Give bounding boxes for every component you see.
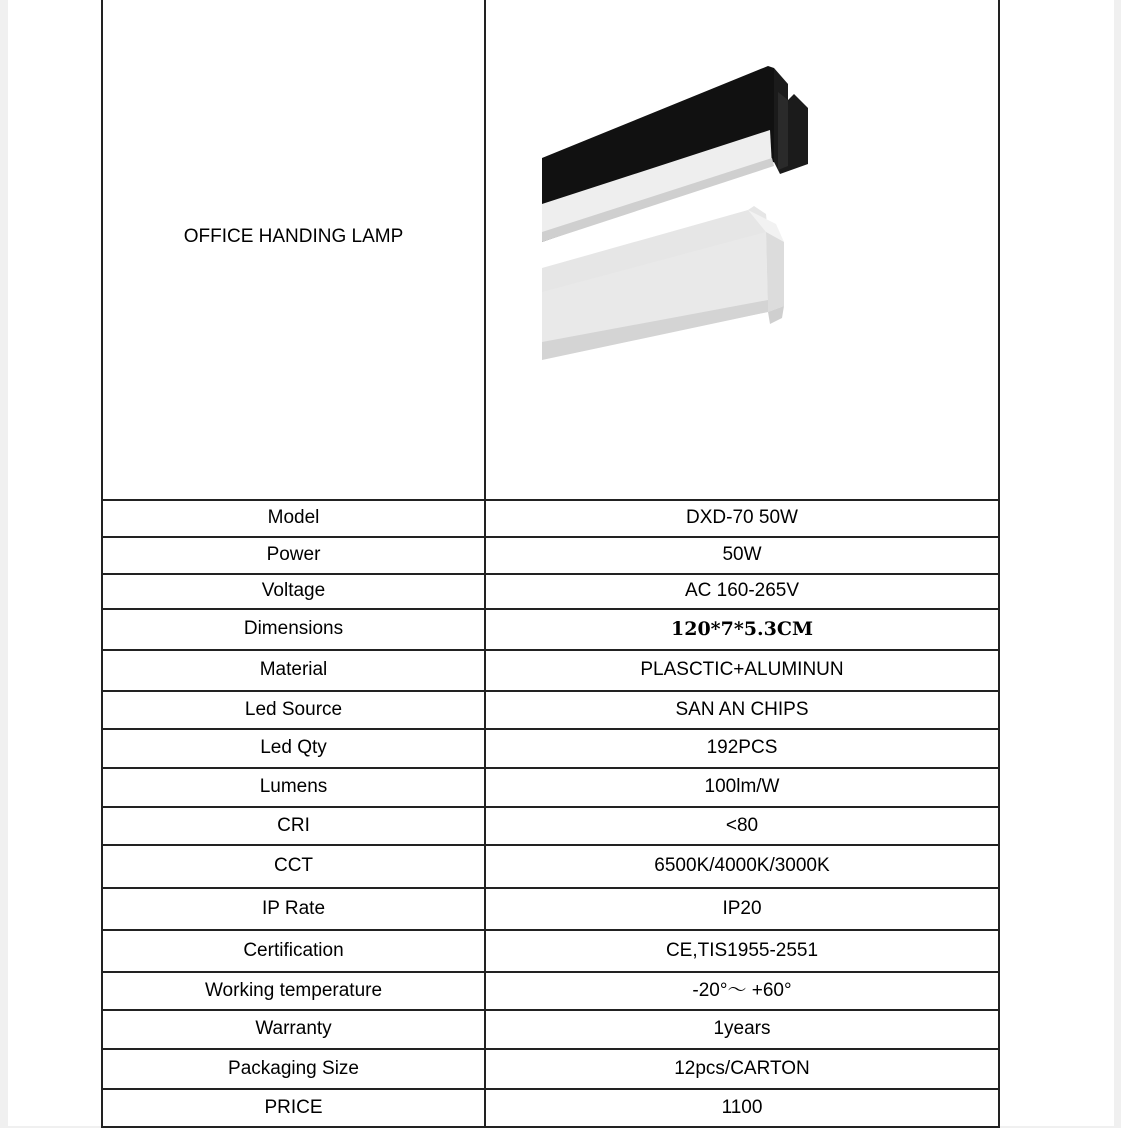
spec-label: Certification bbox=[102, 930, 485, 972]
spec-value: -20°～ +60° bbox=[485, 972, 999, 1010]
product-row bbox=[102, 0, 999, 500]
spec-value: 6500K/4000K/3000K bbox=[485, 845, 999, 888]
table-row bbox=[102, 972, 999, 1010]
spec-label: Led Source bbox=[102, 691, 485, 729]
spec-label: CCT bbox=[102, 845, 485, 888]
spec-label: Voltage bbox=[102, 574, 485, 609]
table-row bbox=[102, 650, 999, 691]
spec-label: Warranty bbox=[102, 1010, 485, 1049]
table-row bbox=[102, 729, 999, 768]
spec-value: CE,TIS1955-2551 bbox=[485, 930, 999, 972]
spec-value: PLASCTIC+ALUMINUN bbox=[485, 650, 999, 691]
table-row bbox=[102, 691, 999, 729]
spec-value: 50W bbox=[485, 537, 999, 574]
table-row bbox=[102, 768, 999, 807]
spec-label: Working temperature bbox=[102, 972, 485, 1010]
table-row bbox=[102, 574, 999, 609]
table-row bbox=[102, 1089, 999, 1127]
product-name-cell bbox=[102, 0, 485, 500]
product-image-cell bbox=[485, 0, 999, 500]
table-row bbox=[102, 609, 999, 650]
spec-value: IP20 bbox=[485, 888, 999, 930]
document-page bbox=[8, 0, 1114, 1126]
spec-label: IP Rate bbox=[102, 888, 485, 930]
black-lamp-bar bbox=[542, 66, 808, 242]
spec-value: 1100 bbox=[485, 1089, 999, 1127]
table-row bbox=[102, 537, 999, 574]
product-image bbox=[542, 62, 822, 372]
spec-label: Dimensions bbox=[102, 609, 485, 650]
table-row bbox=[102, 1010, 999, 1049]
spec-value: 192PCS bbox=[485, 729, 999, 768]
table-row bbox=[102, 930, 999, 972]
spec-label: Model bbox=[102, 500, 485, 537]
spec-value: DXD-70 50W bbox=[485, 500, 999, 537]
spec-label: Power bbox=[102, 537, 485, 574]
spec-value: <80 bbox=[485, 807, 999, 845]
spec-table bbox=[101, 0, 1000, 1128]
spec-value: SAN AN CHIPS bbox=[485, 691, 999, 729]
spec-value: 12pcs/CARTON bbox=[485, 1049, 999, 1089]
spec-label: Lumens bbox=[102, 768, 485, 807]
table-row bbox=[102, 1049, 999, 1089]
table-row bbox=[102, 888, 999, 930]
spec-label: Led Qty bbox=[102, 729, 485, 768]
spec-value: 120*7*5.3CM bbox=[485, 609, 999, 650]
spec-value: AC 160-265V bbox=[485, 574, 999, 609]
spec-label: PRICE bbox=[102, 1089, 485, 1127]
spec-value: 100lm/W bbox=[485, 768, 999, 807]
spec-label: CRI bbox=[102, 807, 485, 845]
spec-value: 1years bbox=[485, 1010, 999, 1049]
spec-label: Packaging Size bbox=[102, 1049, 485, 1089]
table-row bbox=[102, 845, 999, 888]
spec-label: Material bbox=[102, 650, 485, 691]
table-row bbox=[102, 500, 999, 537]
table-row bbox=[102, 807, 999, 845]
product-name: OFFICE HANDING LAMP bbox=[183, 226, 404, 248]
